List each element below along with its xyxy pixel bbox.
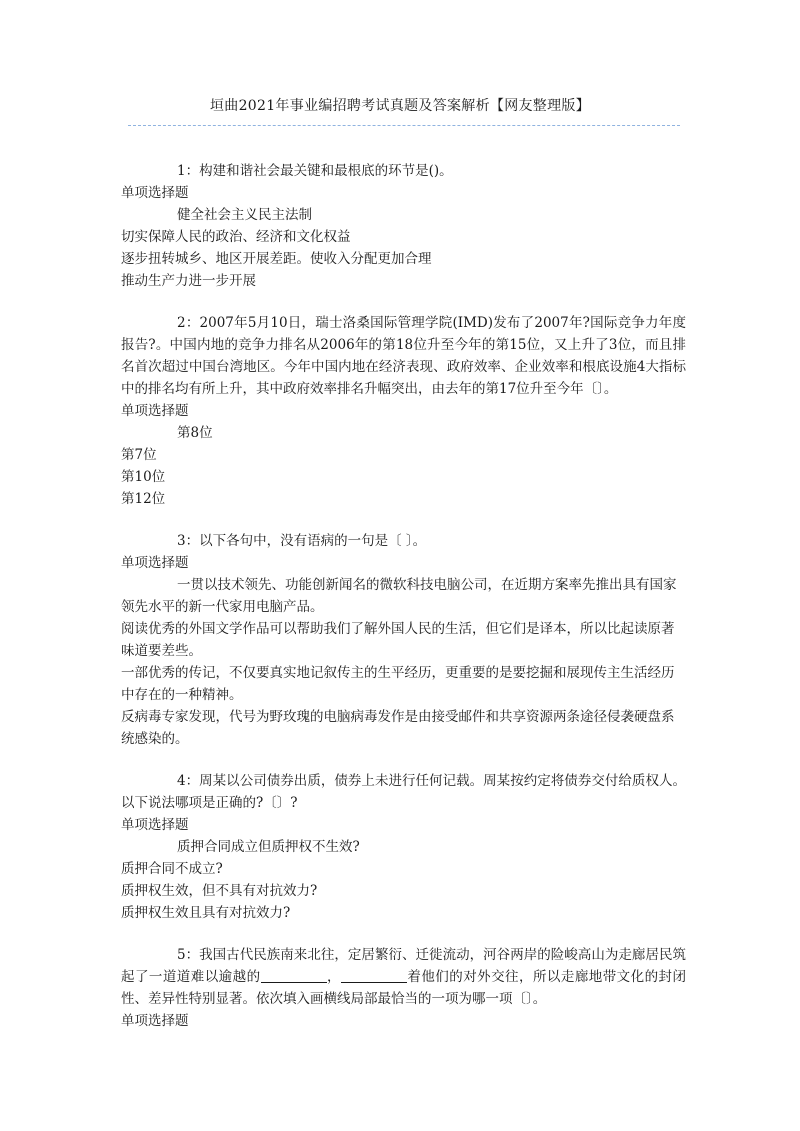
question-type: 单项选择题: [121, 1013, 189, 1029]
question-5: [121, 944, 686, 1032]
option-d: 推动生产力进一步开展: [121, 273, 256, 289]
document-body: [121, 160, 686, 1052]
stem-part-b: 着他们的对外交往，所以走廊地带文化的封闭性、差异性特别显著。依次填入画横线局部最恰当的一项为哪一项〔〕。: [121, 969, 686, 1007]
option-b: 质押合同不成立?: [121, 861, 223, 877]
option-d: 质押权生效且具有对抗效力?: [121, 905, 291, 921]
option-c: 第10位: [121, 469, 166, 485]
question-stem: 3：以下各句中，没有语病的一句是〔 〕。: [177, 533, 427, 549]
option-a: 健全社会主义民主法制: [177, 207, 312, 223]
option-d: 反病毒专家发现，代号为野玫瑰的电脑病毒发作是由接受邮件和共享资源两条途径侵袭硬盘系统感染的。: [121, 709, 675, 747]
question-type: 单项选择题: [121, 555, 189, 571]
option-c: 逐步扭转城乡、地区开展差距。使收入分配更加合理: [121, 251, 432, 267]
question-stem: 4：周某以公司债券出质，债券上未进行任何记载。周某按约定将债券交付给质权人。以下说法哪项是正确的?〔〕?: [121, 773, 686, 811]
question-stem: 2：2007年5月10日，瑞士洛桑国际管理学院(IMD)发布了2007年?国际竞争力年度报告?。中国内地的竞争力排名从2006年的第18位升至今年的第15位，又上升了3位，而且排名首次超过中国台湾地区。今年中国内地在经济表现、政府效率、企业效率和根底设施4大指标中的排名均有所上升，其中政府效率排名升幅突出，由去年的第17位升至今年〔〕。: [121, 315, 686, 397]
document-title: 垣曲2021年事业编招聘考试真题及答案解析【网友整理版】: [209, 98, 591, 114]
option-c: 一部优秀的传记，不仅要真实地记叙传主的生平经历，更重要的是要挖掘和展现传主生活经历中存在的一种精神。: [121, 665, 675, 703]
option-c: 质押权生效，但不具有对抗效力?: [121, 883, 318, 899]
question-3: [121, 530, 686, 750]
question-stem: [121, 944, 686, 1010]
question-1: [121, 160, 686, 292]
question-4: [121, 770, 686, 924]
question-type: 单项选择题: [121, 185, 189, 201]
option-b: 第7位: [121, 447, 157, 463]
question-2: [121, 312, 686, 510]
stem-separator: ，: [326, 969, 341, 985]
option-a: 质押合同成立但质押权不生效?: [177, 839, 360, 855]
question-type: 单项选择题: [121, 817, 189, 833]
option-a: 一贯以技术领先、功能创新闻名的微软科技电脑公司，在近期方案率先推出具有国家领先水平的新一代家用电脑产品。: [121, 577, 677, 615]
option-d: 第12位: [121, 491, 166, 507]
stem-part-a: 5：我国古代民族南来北往，定居繁衍、迁徙流动，河谷两岸的险峻高山为走廊居民筑起了一道道难以逾越的: [121, 947, 686, 985]
fill-blank-1: [261, 968, 327, 983]
fill-blank-2: [341, 968, 407, 983]
option-b: 切实保障人民的政治、经济和文化权益: [121, 229, 351, 245]
option-a: 第8位: [177, 425, 213, 441]
question-stem: 1：构建和谐社会最关键和最根底的环节是()。: [177, 163, 453, 179]
question-type: 单项选择题: [121, 403, 189, 419]
title-divider: [128, 125, 680, 126]
option-b: 阅读优秀的外国文学作品可以帮助我们了解外国人民的生活，但它们是译本，所以比起读原著味道要差些。: [121, 621, 675, 659]
